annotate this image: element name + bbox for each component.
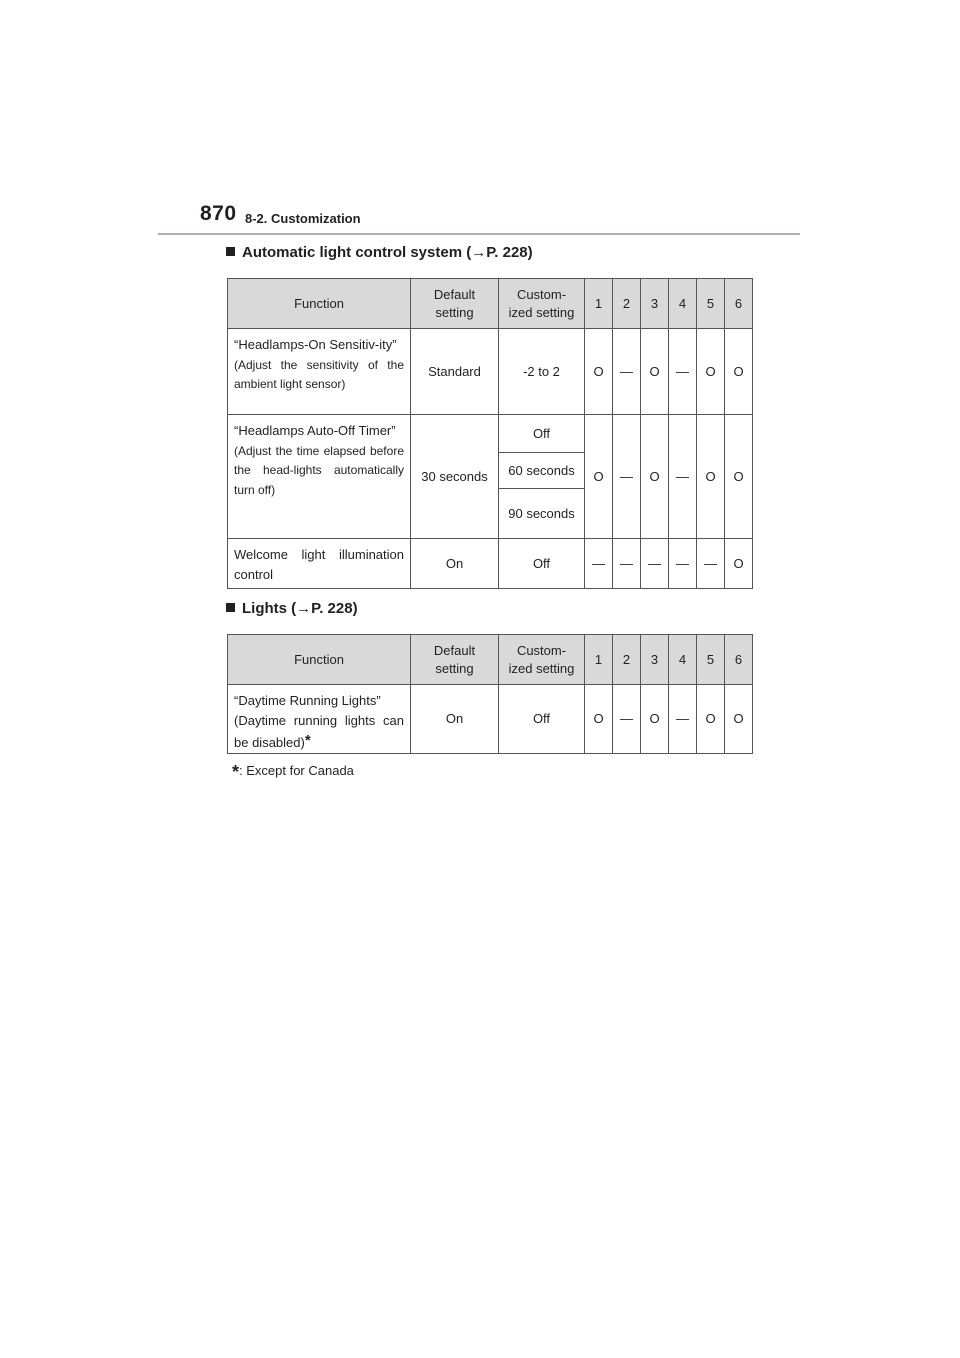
model-mark: O bbox=[585, 415, 613, 539]
function-header: Function bbox=[228, 279, 411, 329]
model-header-4: 4 bbox=[669, 635, 697, 685]
model-header-6: 6 bbox=[725, 279, 753, 329]
custom-option-cell: 60 seconds bbox=[499, 453, 585, 489]
model-mark: O bbox=[585, 329, 613, 415]
model-mark: O bbox=[641, 415, 669, 539]
model-mark: — bbox=[585, 539, 613, 589]
model-mark: — bbox=[669, 415, 697, 539]
custom-option-cell: Off bbox=[499, 415, 585, 453]
function-cell: “Headlamps Auto-Off Timer” (Adjust the time elapsed before the head-lights automatically turn off) bbox=[228, 415, 411, 539]
header-row bbox=[228, 279, 753, 329]
model-mark: O bbox=[585, 685, 613, 754]
model-header-5: 5 bbox=[697, 635, 725, 685]
custom-cell: Off bbox=[499, 685, 585, 754]
heading-text: Automatic light control system (→P. 228) bbox=[242, 244, 533, 261]
model-header-4: 4 bbox=[669, 279, 697, 329]
heading-lights bbox=[226, 600, 358, 617]
model-header-2: 2 bbox=[613, 635, 641, 685]
model-mark: O bbox=[641, 685, 669, 754]
section-title: 8-2. Customization bbox=[245, 211, 361, 226]
custom-cell: Off bbox=[499, 539, 585, 589]
model-mark: — bbox=[613, 415, 641, 539]
footnote-star: * bbox=[232, 762, 240, 782]
header-rule bbox=[158, 233, 800, 235]
lights-table bbox=[227, 634, 753, 754]
table-row bbox=[228, 415, 753, 453]
model-mark: — bbox=[613, 539, 641, 589]
model-mark: O bbox=[697, 329, 725, 415]
model-mark: — bbox=[669, 685, 697, 754]
default-cell: On bbox=[411, 539, 499, 589]
customized-setting-header: Custom- ized setting bbox=[499, 635, 585, 685]
model-mark: O bbox=[697, 685, 725, 754]
custom-option-cell: 90 seconds bbox=[499, 489, 585, 539]
square-bullet-icon bbox=[226, 603, 235, 612]
default-setting-header: Default setting bbox=[411, 279, 499, 329]
model-mark: O bbox=[641, 329, 669, 415]
model-mark: — bbox=[613, 329, 641, 415]
model-header-1: 1 bbox=[585, 635, 613, 685]
model-header-2: 2 bbox=[613, 279, 641, 329]
model-header-6: 6 bbox=[725, 635, 753, 685]
footnote bbox=[232, 762, 354, 783]
footnote-text: : Except for Canada bbox=[239, 763, 354, 778]
page-number: 870 bbox=[200, 202, 237, 225]
square-bullet-icon bbox=[226, 247, 235, 256]
function-header: Function bbox=[228, 635, 411, 685]
table-row bbox=[228, 329, 753, 415]
automatic-light-control-table bbox=[227, 278, 753, 589]
model-header-3: 3 bbox=[641, 635, 669, 685]
default-cell: Standard bbox=[411, 329, 499, 415]
customized-setting-header: Custom- ized setting bbox=[499, 279, 585, 329]
model-mark: — bbox=[669, 329, 697, 415]
model-mark: O bbox=[725, 329, 753, 415]
model-mark: — bbox=[697, 539, 725, 589]
heading-text: Lights (→P. 228) bbox=[242, 600, 358, 617]
model-mark: — bbox=[613, 685, 641, 754]
model-mark: O bbox=[725, 415, 753, 539]
model-mark: O bbox=[725, 685, 753, 754]
model-header-5: 5 bbox=[697, 279, 725, 329]
model-mark: — bbox=[669, 539, 697, 589]
default-cell: On bbox=[411, 685, 499, 754]
header-row bbox=[228, 635, 753, 685]
heading-automatic-light-control bbox=[226, 244, 533, 261]
model-header-1: 1 bbox=[585, 279, 613, 329]
function-cell: “Headlamps-On Sensitiv-ity” (Adjust the sensitivity of the ambient light sensor) bbox=[228, 329, 411, 415]
custom-cell: -2 to 2 bbox=[499, 329, 585, 415]
model-mark: — bbox=[641, 539, 669, 589]
model-mark: O bbox=[697, 415, 725, 539]
function-cell: “Daytime Running Lights” (Daytime running lights can be disabled)* bbox=[228, 685, 411, 754]
footnote-star: * bbox=[304, 732, 311, 749]
table-row bbox=[228, 685, 753, 754]
model-header-3: 3 bbox=[641, 279, 669, 329]
default-cell: 30 seconds bbox=[411, 415, 499, 539]
table-row bbox=[228, 539, 753, 589]
function-cell: Welcome light illumination control bbox=[228, 539, 411, 589]
model-mark: O bbox=[725, 539, 753, 589]
default-setting-header: Default setting bbox=[411, 635, 499, 685]
